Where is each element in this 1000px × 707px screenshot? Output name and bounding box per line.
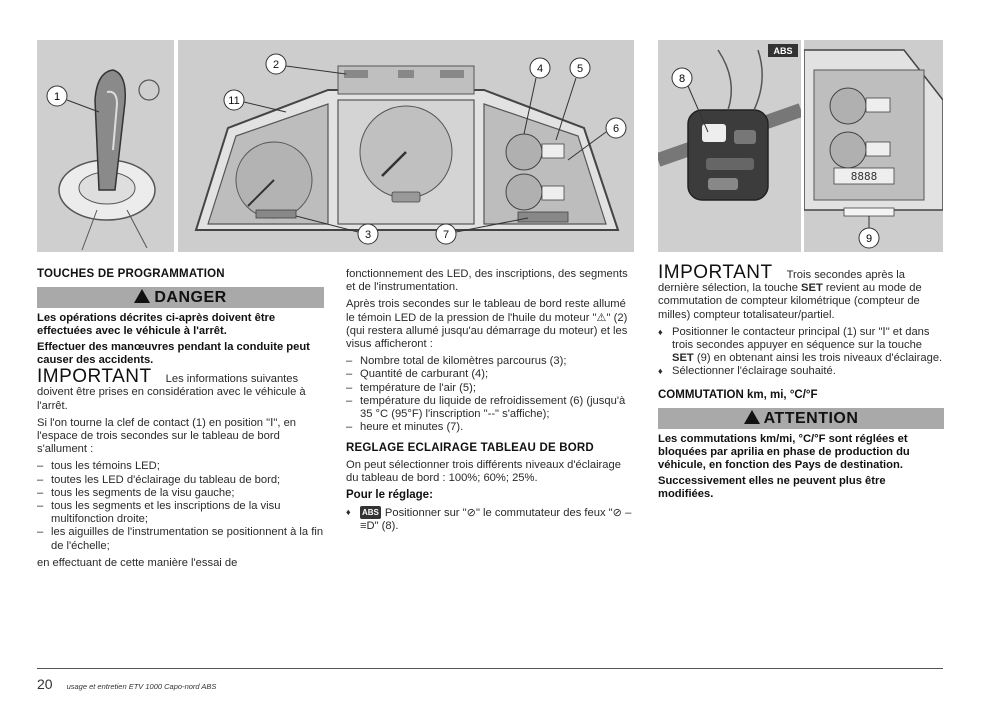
paragraph-key-on: Si l'on tourne la clef de contact (1) en position "Ⅰ", en l'espace de trois secondes sur le tableau de bord s'allument : — [37, 416, 297, 456]
section-heading-touches: TOUCHES DE PROGRAMMATION — [37, 268, 225, 280]
subheading-reglage: Pour le réglage: — [346, 489, 433, 502]
important-text: Les informations suivantes doivent être prises en considération avec le véhicule à l'arrêt. — [37, 373, 306, 412]
test-list — [37, 460, 324, 552]
callout-8: 8 — [678, 73, 686, 85]
danger-text-2: Effectuer des manœuvres pendant la conduite peut causer des accidents. — [37, 341, 310, 367]
display-list — [346, 355, 633, 434]
callout-6: 6 — [612, 123, 620, 135]
danger-label: DANGER — [154, 289, 227, 307]
list-item: – Quantité de carburant (4); — [346, 368, 633, 381]
attention-text-1: Les commutations km/mi, °C/°F sont réglées et bloquées par aprilia en phase de production du véhicule, en fonction des Pays de destination. — [658, 432, 910, 471]
important-text-b: revient au mode de commutation de compteur kilométrique (compteur de milles) compteur totalisateur/partiel. — [658, 282, 922, 321]
list-item — [346, 506, 633, 533]
list-item: ♦ Sélectionner l'éclairage souhaité. — [658, 365, 944, 378]
set-key-label: SET — [801, 282, 823, 295]
footer-divider — [37, 668, 943, 669]
paragraph-led-test: fonctionnement des LED, des inscriptions, des segments et de l'instrumentation. — [346, 268, 628, 294]
important-note-1 — [37, 366, 324, 413]
step-text: Positionner sur "⊘" le commutateur des feux "⊘ – ≡D" (8). — [360, 507, 632, 533]
text-column-2 — [346, 268, 633, 538]
list-item: – tous les segments et les inscriptions de la visu multifonction droite; — [37, 500, 324, 526]
display-detail-illustration — [804, 40, 943, 252]
abs-badge: ABS — [773, 46, 793, 56]
paragraph-after-three-seconds: Après trois secondes sur le tableau de bord reste allumé le témoin LED de la pression de l'huile du moteur "⚠" (2) (qui restera allumé jusqu'au démarrage du moteur) et les visus afficheront : — [346, 298, 628, 351]
handlebar-switch-illustration — [658, 40, 801, 252]
list-item: – température du liquide de refroidissement (6) (jusqu'à 35 °C (95°F) l'inscription "--" s'affiche); — [346, 395, 633, 421]
callout-7: 7 — [442, 229, 450, 241]
list-item: – les aiguilles de l'instrumentation se positionnent à la fin de l'échelle; — [37, 526, 324, 552]
text-column-3 — [658, 262, 944, 504]
list-item — [658, 326, 944, 366]
callout-9: 9 — [865, 233, 873, 245]
list-item: – température de l'air (5); — [346, 382, 633, 395]
text-column-1 — [37, 268, 324, 574]
list-item: – heure et minutes (7). — [346, 421, 633, 434]
callout-3: 3 — [364, 229, 372, 241]
list-item: – toutes les LED d'éclairage du tableau de bord; — [37, 474, 324, 487]
callout-5: 5 — [576, 63, 584, 75]
callout-11: 11 — [228, 95, 240, 107]
important-text-a: Trois secondes après la dernière sélection, la touche — [658, 269, 905, 295]
callout-2: 2 — [272, 59, 280, 71]
section-heading-eclairage: REGLAGE ECLAIRAGE TABLEAU DE BORD — [346, 442, 594, 455]
step-text-b: (9) en obtenant ainsi les trois niveaux d'éclairage. — [693, 352, 943, 365]
section-heading-commutation: COMMUTATION km, mi, °C/°F — [658, 388, 818, 401]
important-label: IMPORTANT — [658, 262, 773, 283]
figure-dashboard — [178, 40, 634, 252]
step-text-a: Positionner le contacteur principal (1) sur "Ⅰ" et dans trois secondes appuyer en séquence sur la touche — [672, 325, 930, 352]
ignition-key-illustration — [37, 40, 174, 252]
dashboard-illustration — [178, 40, 634, 252]
list-item: – Nombre total de kilomètres parcourus (3); — [346, 355, 633, 368]
important-note-2 — [658, 262, 944, 322]
callout-4: 4 — [536, 63, 544, 75]
brightness-steps — [658, 326, 944, 379]
attention-banner — [658, 408, 944, 429]
attention-text-2: Successivement elles ne peuvent plus être modifiées. — [658, 474, 886, 500]
svg-text:8888: 8888 — [850, 170, 878, 183]
running-title: usage et entretien ETV 1000 Capo-nord ABS — [66, 682, 217, 691]
warning-triangle-icon — [744, 410, 760, 424]
warning-triangle-icon — [134, 289, 150, 303]
important-label: IMPORTANT — [37, 366, 152, 388]
page-footer — [37, 676, 216, 692]
paragraph-test-cont: en effectuant de cette manière l'essai de — [37, 556, 238, 569]
callout-1: 1 — [53, 91, 61, 103]
reglage-steps — [346, 506, 633, 533]
abs-badge: ABS — [360, 506, 381, 519]
figure-handlebar-switch — [658, 40, 801, 252]
danger-text-1: Les opérations décrites ci-après doivent être effectuées avec le véhicule à l'arrêt. — [37, 312, 276, 338]
figure-ignition-key — [37, 40, 174, 252]
attention-label: ATTENTION — [763, 409, 859, 427]
figure-display-detail — [804, 40, 943, 252]
set-key-label: SET — [672, 352, 694, 365]
paragraph-levels: On peut sélectionner trois différents niveaux d'éclairage du tableau de bord : 100%; 60%; 25%. — [346, 458, 621, 484]
danger-banner — [37, 287, 324, 308]
list-item: – tous les segments de la visu gauche; — [37, 487, 324, 500]
page-number: 20 — [37, 676, 53, 692]
list-item: – tous les témoins LED; — [37, 460, 324, 473]
